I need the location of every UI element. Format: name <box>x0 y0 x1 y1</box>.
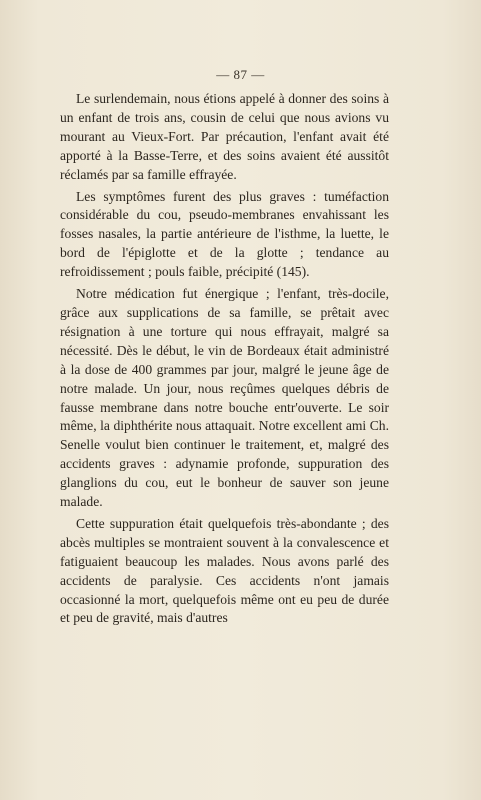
page-number: — 87 — <box>216 67 265 82</box>
paragraph-4: Cette suppuration était quelquefois très-abondante ; des abcès multiples se montraient souvent à la convalescence et fatiguaient beaucoup les malades. Nous avons parlé des accidents de paralysie. Ces accidents n'ont jamais occasionné la mort, quelquefois même ont eu peu de durée et peu de gravité, mais d'autres <box>60 515 389 626</box>
paragraph-1: Le surlendemain, nous étions appelé à donner des soins à un enfant de trois ans, cousin de celui que nous avions vu mourant au Vieux-Fort. Par précaution, l'enfant avait été apporté à la Basse-Terre, et des soins avaient été aussitôt réclamés par sa famille effrayée. <box>60 91 389 182</box>
paragraph-3: Notre médication fut énergique ; l'enfant, très-docile, grâce aux supplications de sa famille, se prêtait avec résignation à une torture qui nous effrayait, malgré sa nécessité. Dès le début, le vin de Bordeaux était administré à la dose de 400 grammes par jour, malgré le jeune âge de notre malade. Un jour, nous reçûmes quelques débris de fausse membrane dans notre bouche entr'ouverte. Le soir même, la diphthérite nous attaquait. Notre excellent ami Ch. Senelle voulut bien continuer le traitement, et, malgré des accidents graves : adynamie profonde, suppuration des glanglions du cou, eut le bonheur de sauver son jeune malade. <box>60 286 389 510</box>
paragraph-2: Les symptômes furent des plus graves : tuméfaction considérable du cou, pseudo-membranes envahissant les fosses nasales, la partie antérieure de l'isthme, la luette, le bord de l'épiglotte et de la glotte ; tendance au refroidissement ; pouls faible, précipité (145). <box>60 188 389 280</box>
body-text <box>60 90 389 631</box>
